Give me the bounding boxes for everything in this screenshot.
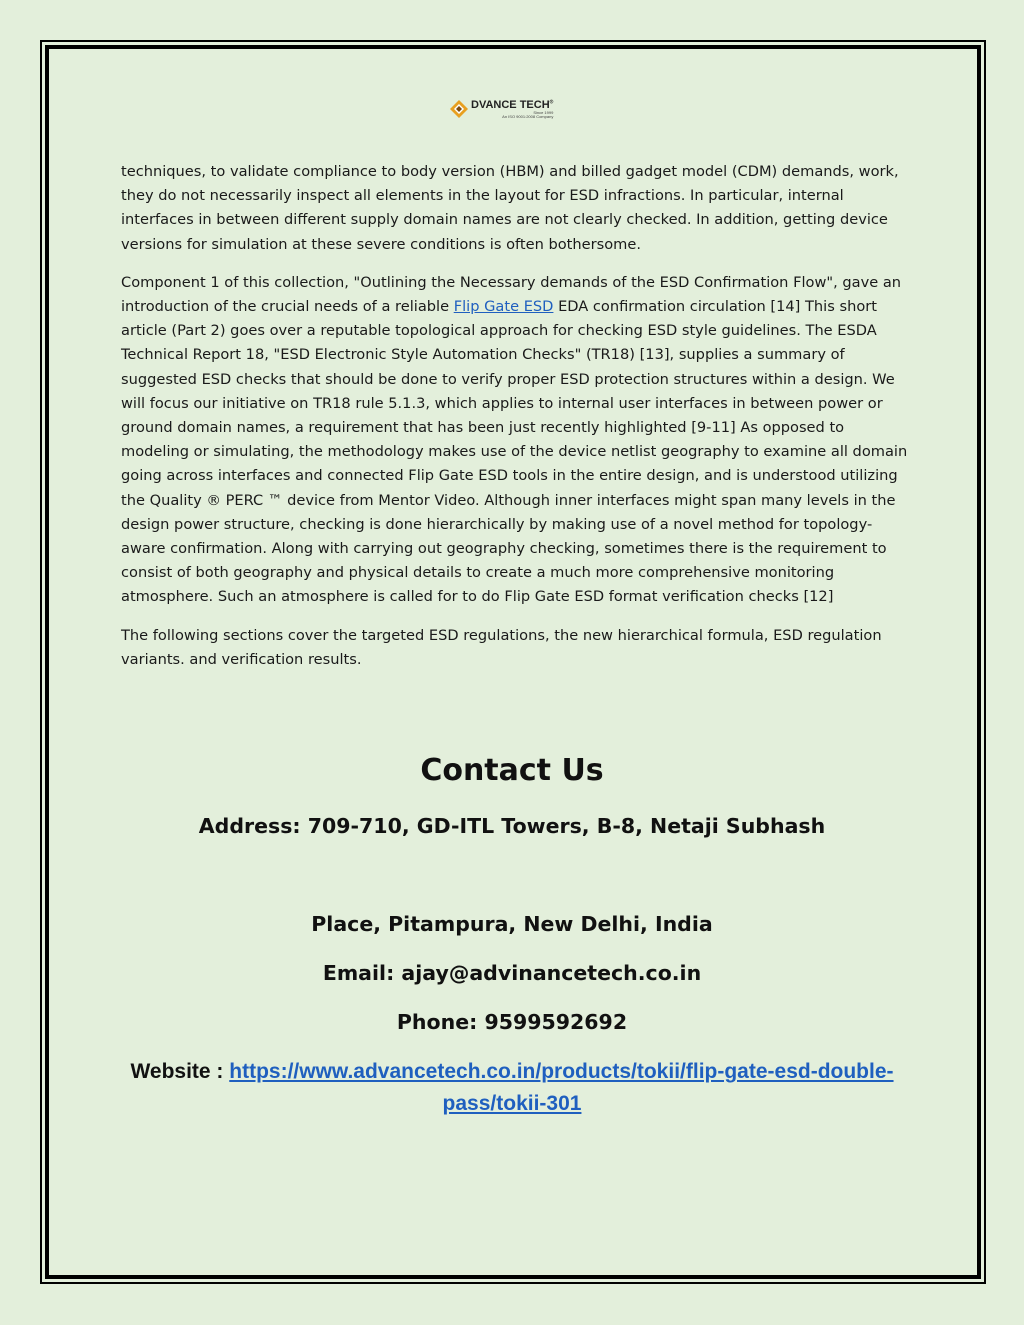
paragraph-2-rest: EDA confirmation circulation [14] This short article (Part 2) goes over a reputable topological approach for checking ESD style guidelines. The ESDA Technical Report 18, "ESD Electronic Style Automation Checks" (TR18) [13], supplies a summary of suggested ESD checks that should be done to verify proper ESD protection structures within a design. We will focus our initiative on TR18 rule 5.1.3, which applies to internal user interfaces in between power or ground domain names, a requirement that has been just recently highlighted [9-11] As opposed to modeling or simulating, the methodology makes use of the device netlist geography to examine all domain going across interfaces and connected Flip Gate ESD tools in the entire design, and is understood utilizing the Quality ® PERC ™ device from Mentor Video. Although inner interfaces might span many levels in the design power structure, checking is done hierarchically by making use of a novel method for topology-aware confirmation. Along with carrying out geography checking, sometimes there is the requirement to consist of both geography and physical details to create a much more comprehensive monitoring atmosphere. Such an atmosphere is called for to do Flip Gate ESD format verification checks [12] [121, 298, 908, 606]
advance-tech-logo [449, 96, 571, 122]
paragraph-3: The following sections cover the targeted ESD regulations, the new hierarchical formula, ESD regulation variants. and verification results. [121, 626, 882, 668]
logo-diamond-icon [449, 99, 469, 119]
logo-tagline: Since 1999 [533, 109, 554, 115]
paragraph-2-start: Component 1 of this collection, "Outlining the Necessary demands of the ESD Confirmation Flow", gave an introduction of the crucial needs of a reliable [121, 273, 902, 316]
paragraph-1: techniques, to validate compliance to body version (HBM) and billed gadget model (CDM) demands, work, they do not necessarily inspect all elements in the layout for ESD infractions. In particular, internal interfaces in between different supply domain names are not clearly checked. In addition, getting device versions for simulation at these severe conditions is often bothersome. [121, 163, 899, 253]
contact-title: Contact Us [420, 753, 604, 788]
website-label: Website : [130, 1060, 230, 1083]
email-text: Email: ajay@advinancetech.co.in [322, 961, 702, 985]
paragraph-2 [121, 271, 911, 610]
article-body [121, 160, 911, 686]
logo-name: DVANCE TECH® [471, 98, 554, 111]
website-line [90, 1056, 934, 1120]
phone-text: Phone: 9599592692 [396, 1010, 628, 1034]
logo-text [471, 100, 553, 119]
website-link[interactable]: https://www.advancetech.co.in/products/tokii/flip-gate-esd-double-pass/tokii-301 [229, 1060, 894, 1115]
flip-gate-esd-link[interactable]: Flip Gate ESD [453, 298, 554, 316]
logo-tagline-2: An ISO 9001:2008 Company [502, 113, 554, 119]
contact-section [90, 748, 934, 1120]
address-line-1: Address: 709-710, GD-ITL Towers, B-8, Netaji Subhash [198, 814, 826, 838]
address-line-2: Place, Pitampura, New Delhi, India [311, 912, 713, 936]
